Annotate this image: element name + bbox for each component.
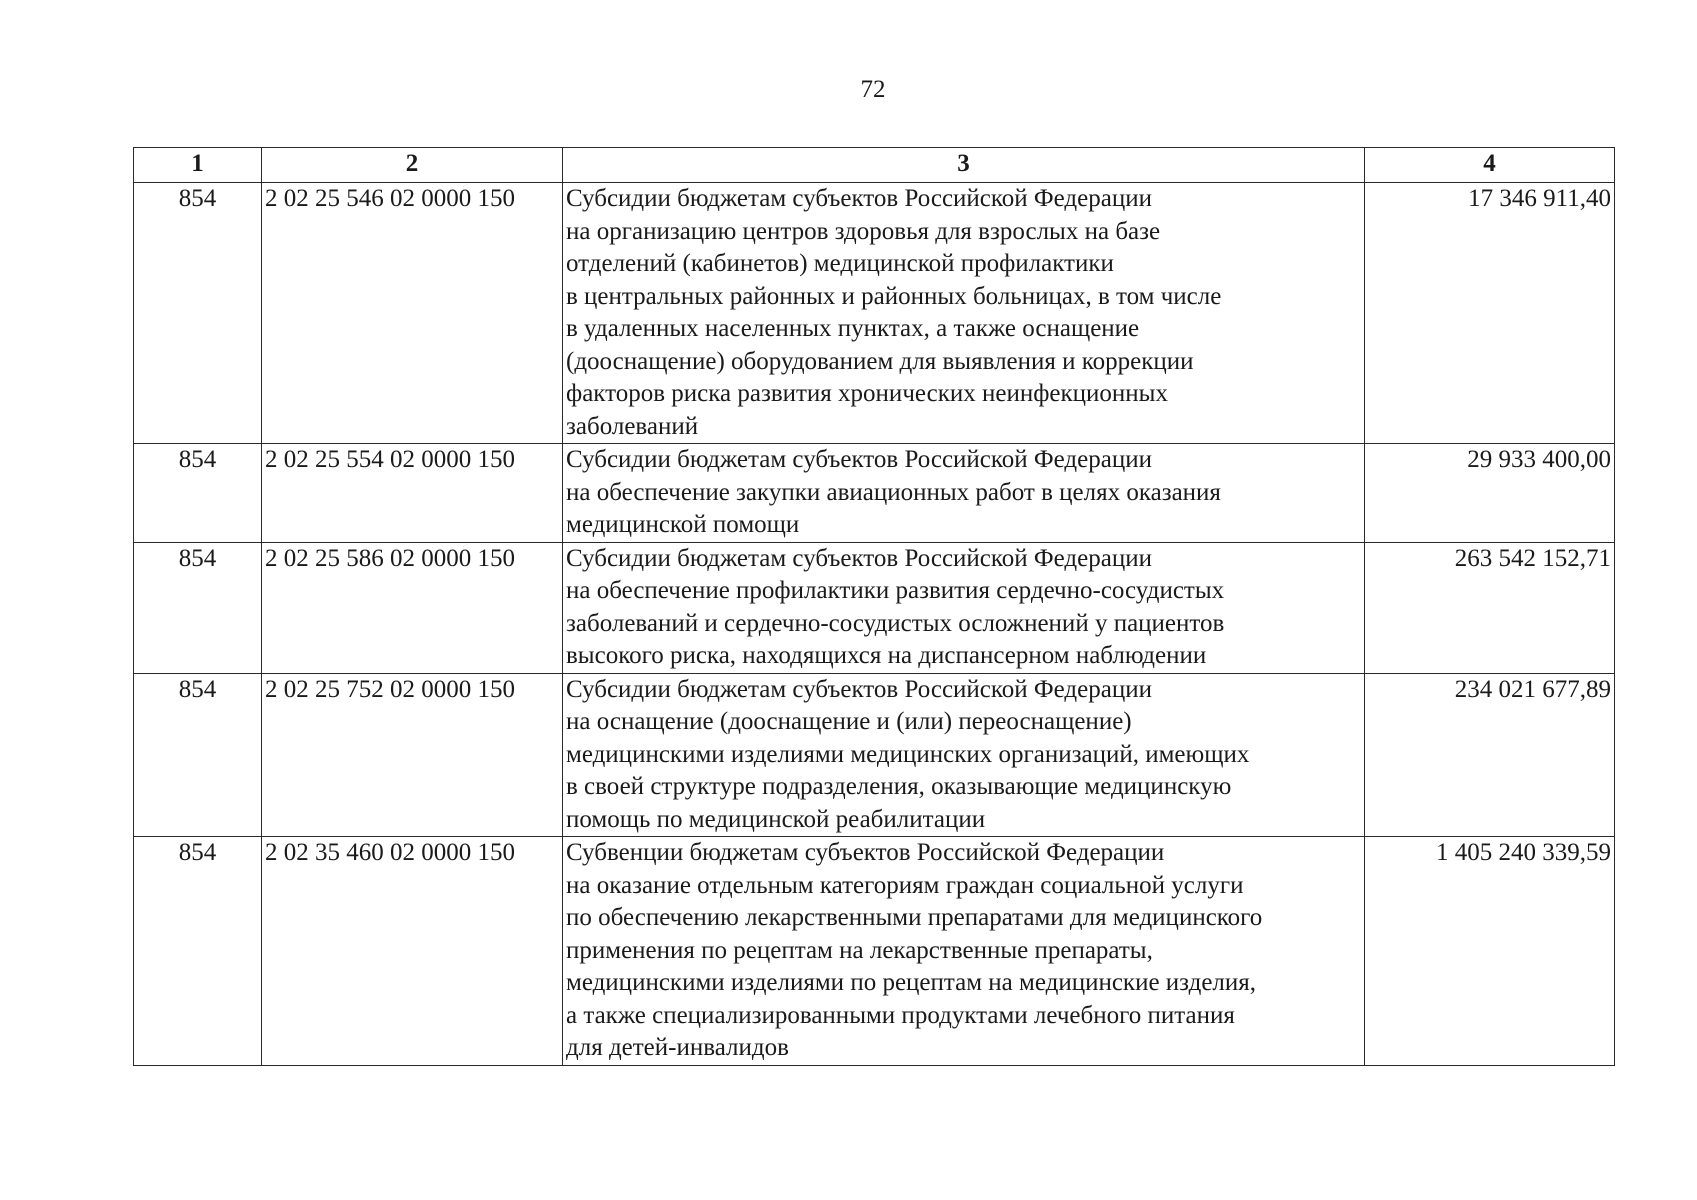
- description-cell: [563, 183, 1365, 444]
- table-row: [134, 444, 1615, 543]
- description-line: на обеспечение профилактики развития сердечно-сосудистых: [566, 577, 1225, 604]
- description-line: на оказание отдельным категориям граждан социальной услуги: [566, 871, 1244, 899]
- header-col-4: 4: [1365, 148, 1615, 183]
- description-line: для детей-инвалидов: [566, 1034, 789, 1061]
- description-line: помощь по медицинской реабилитации: [566, 805, 986, 833]
- description-line: высокого риска, находящихся на диспансерном наблюдении: [566, 642, 1207, 669]
- description-line: медицинскими изделиями по рецептам на медицинские изделия,: [566, 969, 1257, 996]
- table-row: [134, 837, 1615, 1066]
- table-row: [134, 183, 1615, 444]
- budget-code-cell: 2 02 25 554 02 0000 150: [262, 444, 563, 543]
- description-line: в своей структуре подразделения, оказывающие медицинскую: [566, 773, 1232, 800]
- header-col-2: 2: [262, 148, 563, 183]
- description-line: заболеваний: [566, 412, 699, 440]
- description-cell: [563, 444, 1365, 543]
- page-number: 72: [860, 76, 886, 103]
- admin-code-cell: 854: [134, 183, 262, 444]
- description-line: на оснащение (дооснащение и (или) переоснащение): [566, 708, 1132, 735]
- amount-cell: 29 933 400,00: [1365, 444, 1615, 543]
- header-row: [134, 148, 1615, 183]
- admin-code-cell: 854: [134, 444, 262, 543]
- table-body: [134, 183, 1615, 1066]
- amount-cell: 234 021 677,89: [1365, 673, 1615, 837]
- description-line: а также специализированными продуктами лечебного питания: [566, 1001, 1235, 1029]
- description-line: медицинской помощи: [566, 511, 800, 538]
- description-line: Субвенции бюджетам субъектов Российской Федерации: [566, 839, 1165, 866]
- description-line: Субсидии бюджетам субъектов Российской Федерации: [566, 446, 1152, 473]
- description-line: факторов риска развития хронических неинфекционных: [566, 380, 1168, 407]
- amount-cell: 1 405 240 339,59: [1365, 837, 1615, 1066]
- description-line: в центральных районных и районных больницах, в том числе: [566, 282, 1222, 310]
- description-line: Субсидии бюджетам субъектов Российской Федерации: [566, 544, 1152, 572]
- description-line: Субсидии бюджетам субъектов Российской Федерации: [566, 185, 1152, 212]
- admin-code-cell: 854: [134, 542, 262, 673]
- table-row: [134, 673, 1615, 837]
- description-line: на организацию центров здоровья для взрослых на базе: [566, 217, 1161, 245]
- description-line: (дооснащение) оборудованием для выявления и коррекции: [566, 347, 1194, 375]
- budget-code-cell: 2 02 25 546 02 0000 150: [262, 183, 563, 444]
- description-line: на обеспечение закупки авиационных работ в целях оказания: [566, 478, 1221, 506]
- amount-cell: 17 346 911,40: [1365, 183, 1615, 444]
- description-line: Субсидии бюджетам субъектов Российской Федерации: [566, 675, 1152, 703]
- table-row: [134, 542, 1615, 673]
- budget-table: [133, 147, 1615, 1066]
- header-col-1: 1: [134, 148, 262, 183]
- budget-code-cell: 2 02 25 586 02 0000 150: [262, 542, 563, 673]
- description-line: по обеспечению лекарственными препаратами для медицинского: [566, 904, 1263, 931]
- description-cell: [563, 837, 1365, 1066]
- budget-code-cell: 2 02 25 752 02 0000 150: [262, 673, 563, 837]
- admin-code-cell: 854: [134, 837, 262, 1066]
- admin-code-cell: 854: [134, 673, 262, 837]
- description-line: заболеваний и сердечно-сосудистых осложнений у пациентов: [566, 609, 1225, 637]
- description-cell: [563, 673, 1365, 837]
- description-line: отделений (кабинетов) медицинской профилактики: [566, 250, 1114, 277]
- description-line: применения по рецептам на лекарственные препараты,: [566, 936, 1153, 964]
- budget-code-cell: 2 02 35 460 02 0000 150: [262, 837, 563, 1066]
- description-cell: [563, 542, 1365, 673]
- description-line: медицинскими изделиями медицинских организаций, имеющих: [566, 740, 1250, 768]
- description-line: в удаленных населенных пунктах, а также оснащение: [566, 315, 1140, 342]
- amount-cell: 263 542 152,71: [1365, 542, 1615, 673]
- header-col-3: 3: [563, 148, 1365, 183]
